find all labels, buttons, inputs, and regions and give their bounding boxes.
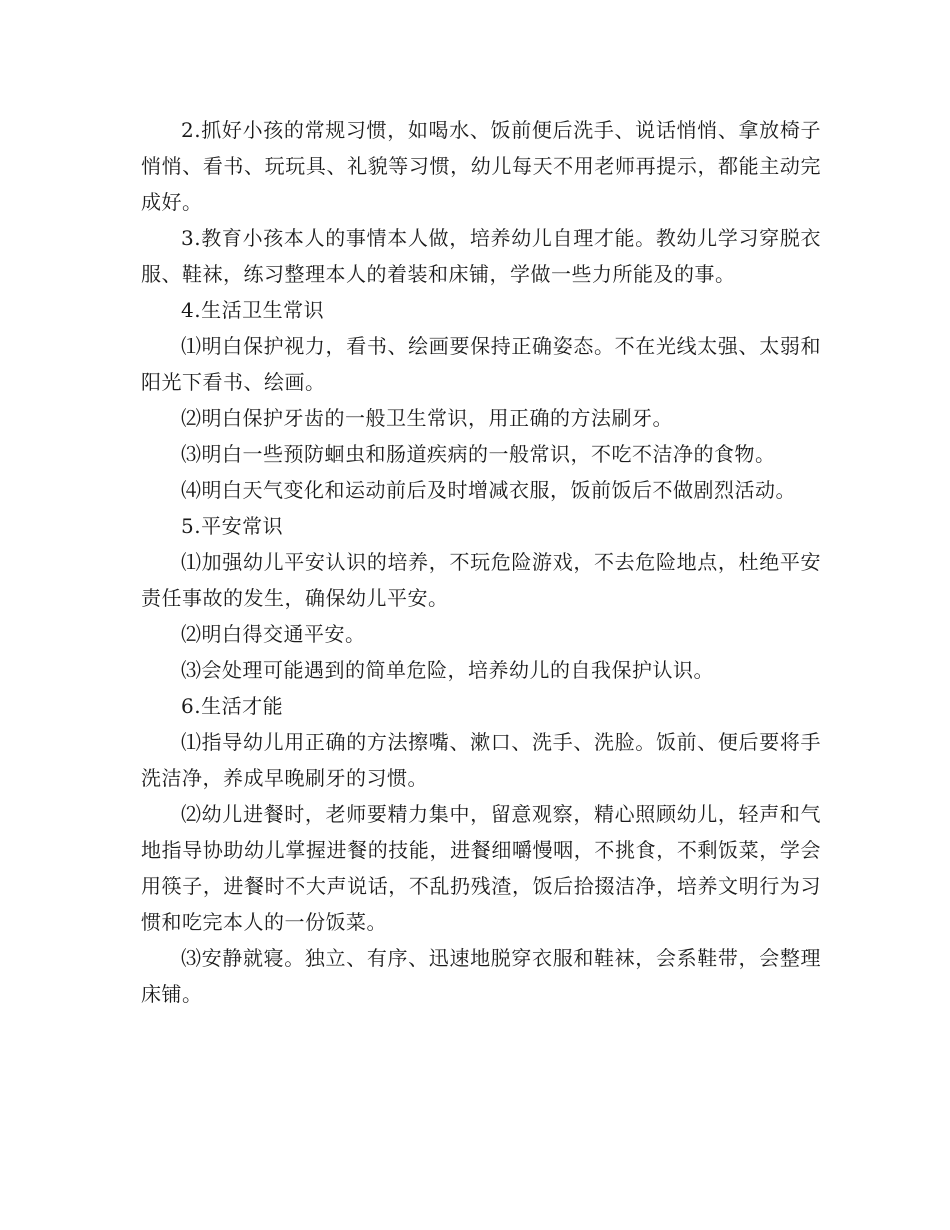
heading-life-skills: 6.生活才能 <box>181 694 284 718</box>
paragraph-life-skills-1: ⑴指导幼儿用正确的方法擦嘴、漱口、洗手、洗脸。饭前、便后要将手洗洁净，养成早晚刷牙的习惯。 <box>141 730 821 790</box>
paragraph-habits: 2.抓好小孩的常规习惯，如喝水、饭前便后洗手、说话悄悄、拿放椅子悄悄、看书、玩玩具、礼貌等习惯，幼儿每天不用老师再提示，都能主动完成好。 <box>141 118 821 214</box>
document-page <box>141 112 821 1012</box>
paragraph-hygiene-3: ⑶明白一些预防蛔虫和肠道疾病的一般常识，不吃不洁净的食物。 <box>181 442 776 466</box>
heading-hygiene: 4.生活卫生常识 <box>181 298 325 322</box>
paragraph-safety-1: ⑴加强幼儿平安认识的培养，不玩危险游戏，不去危险地点，杜绝平安责任事故的发生，确保幼儿平安。 <box>141 550 821 610</box>
heading-safety: 5.平安常识 <box>181 514 284 538</box>
paragraph-life-skills-3: ⑶安静就寝。独立、有序、迅速地脱穿衣服和鞋袜，会系鞋带，会整理床铺。 <box>141 946 821 1006</box>
paragraph-hygiene-4: ⑷明白天气变化和运动前后及时增减衣服，饭前饭后不做剧烈活动。 <box>181 478 796 502</box>
paragraph-safety-3: ⑶会处理可能遇到的简单危险，培养幼儿的自我保护认识。 <box>181 658 714 682</box>
paragraph-hygiene-1: ⑴明白保护视力，看书、绘画要保持正确姿态。不在光线太强、太弱和阳光下看书、绘画。 <box>141 334 821 394</box>
paragraph-life-skills-2: ⑵幼儿进餐时，老师要精力集中，留意观察，精心照顾幼儿，轻声和气地指导协助幼儿掌握进餐的技能，进餐细嚼慢咽，不挑食，不剩饭菜，学会用筷子，进餐时不大声说话，不乱扔残渣，饭后拾掇洁净，培养文明行为习惯和吃完本人的一份饭菜。 <box>141 802 821 934</box>
paragraph-hygiene-2: ⑵明白保护牙齿的一般卫生常识，用正确的方法刷牙。 <box>181 406 673 430</box>
paragraph-safety-2: ⑵明白得交通平安。 <box>181 622 366 646</box>
paragraph-self-care: 3.教育小孩本人的事情本人做，培养幼儿自理才能。教幼儿学习穿脱衣服、鞋袜，练习整理本人的着装和床铺，学做一些力所能及的事。 <box>141 226 821 286</box>
